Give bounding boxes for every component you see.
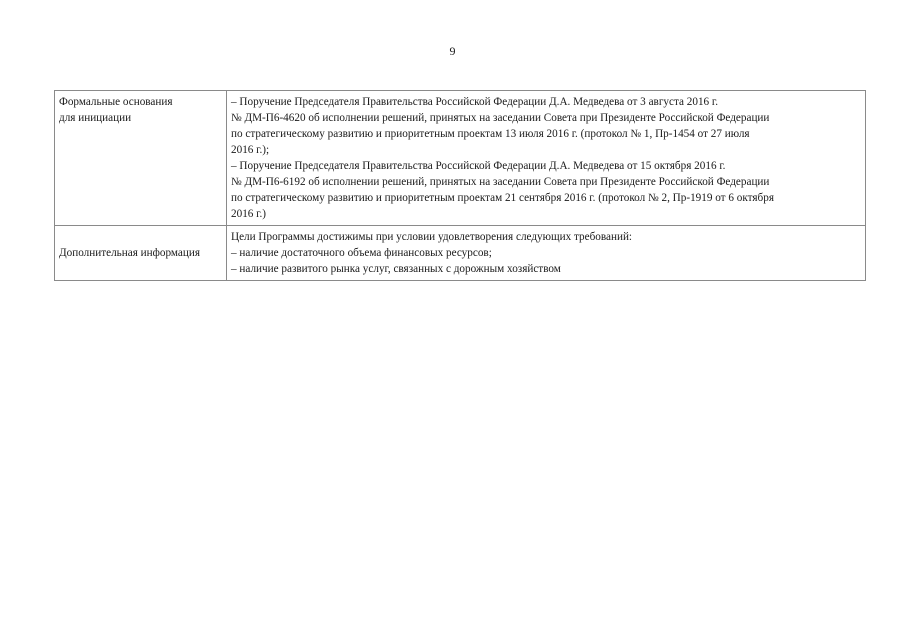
table-row bbox=[55, 226, 866, 281]
content-line: – наличие развитого рынка услуг, связанных с дорожным хозяйством bbox=[231, 263, 561, 275]
page-number: 9 bbox=[449, 44, 456, 58]
row-label-formal-basis bbox=[55, 91, 227, 226]
table-row bbox=[55, 91, 866, 226]
content-line: по стратегическому развитию и приоритетным проектам 21 сентября 2016 г. (протокол № 2, Пр-1919 от 6 октября bbox=[231, 192, 774, 204]
content-line: – Поручение Председателя Правительства Российской Федерации Д.А. Медведева от 15 октября 2016 г. bbox=[231, 160, 726, 172]
row-label-additional-info bbox=[55, 226, 227, 281]
info-table bbox=[54, 90, 866, 281]
content-line: № ДМ-П6-6192 об исполнении решений, принятых на заседании Совета при Президенте Российской Федерации bbox=[231, 176, 770, 188]
label-line: Формальные основания bbox=[59, 96, 173, 108]
content-line: № ДМ-П6-4620 об исполнении решений, принятых на заседании Совета при Президенте Российской Федерации bbox=[231, 112, 770, 124]
row-content-formal-basis bbox=[227, 91, 866, 226]
label-line: Дополнительная информация bbox=[59, 247, 200, 259]
content-line: 2016 г.) bbox=[231, 208, 267, 220]
content-line: Цели Программы достижимы при условии удовлетворения следующих требований: bbox=[231, 231, 633, 243]
label-line: для инициации bbox=[59, 112, 132, 124]
content-line: – Поручение Председателя Правительства Российской Федерации Д.А. Медведева от 3 августа 2016 г. bbox=[231, 96, 719, 108]
content-line: – наличие достаточного объема финансовых ресурсов; bbox=[231, 247, 492, 259]
content-line: по стратегическому развитию и приоритетным проектам 13 июля 2016 г. (протокол № 1, Пр-1454 от 27 июля bbox=[231, 128, 750, 140]
content-line: 2016 г.); bbox=[231, 144, 270, 156]
row-content-additional-info bbox=[227, 226, 866, 281]
